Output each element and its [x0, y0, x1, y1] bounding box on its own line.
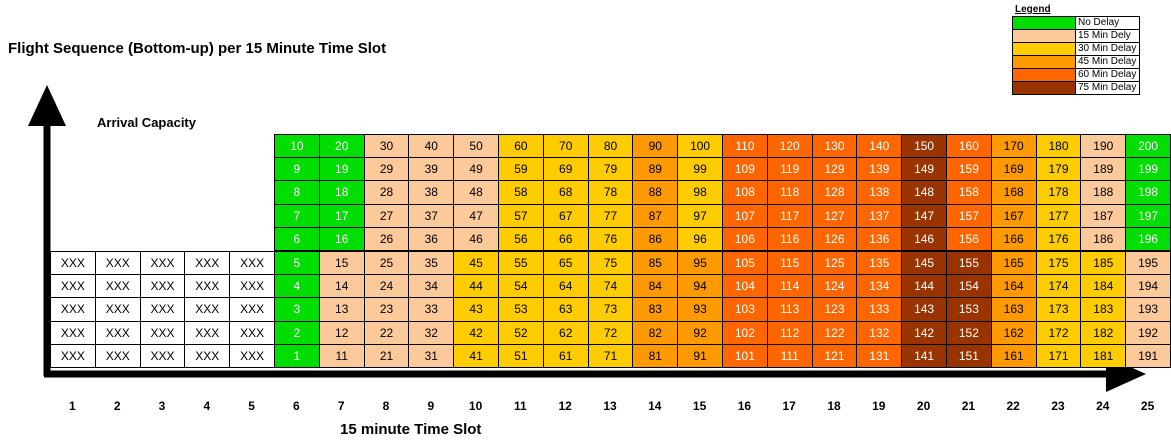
- flight-cell: 155: [946, 251, 992, 275]
- flight-cell: 161: [991, 344, 1037, 368]
- flight-cell: 10: [274, 134, 320, 158]
- blocked-cell: XXX: [140, 344, 186, 368]
- x-tick-label: 9: [427, 399, 435, 413]
- flight-cell: 6: [274, 227, 320, 251]
- flight-cell: 117: [767, 204, 813, 228]
- blocked-cell: XXX: [184, 297, 230, 321]
- flight-cell: 138: [856, 180, 902, 204]
- flight-cell: 171: [1036, 344, 1082, 368]
- blocked-cell: XXX: [140, 321, 186, 345]
- flight-cell: 39: [408, 157, 454, 181]
- flight-cell: 32: [408, 321, 454, 345]
- flight-cell: 54: [498, 274, 544, 298]
- flight-cell: 56: [498, 227, 544, 251]
- flight-cell: 165: [991, 251, 1037, 275]
- flight-cell: 183: [1080, 297, 1126, 321]
- flight-cell: 164: [991, 274, 1037, 298]
- flight-cell: 5: [274, 251, 320, 275]
- flight-cell: 46: [453, 227, 499, 251]
- flight-cell: 24: [364, 274, 410, 298]
- flight-cell: 9: [274, 157, 320, 181]
- x-tick-label: 17: [782, 399, 796, 413]
- flight-cell: 119: [767, 157, 813, 181]
- flight-cell: 160: [946, 134, 992, 158]
- flight-cell: 62: [543, 321, 589, 345]
- flight-cell: 45: [453, 251, 499, 275]
- flight-cell: 194: [1125, 274, 1171, 298]
- flight-cell: 126: [812, 227, 858, 251]
- flight-cell: 110: [722, 134, 768, 158]
- flight-cell: 115: [767, 251, 813, 275]
- blocked-cell: XXX: [140, 297, 186, 321]
- flight-cell: 128: [812, 180, 858, 204]
- flight-cell: 89: [632, 157, 678, 181]
- flight-cell: 18: [319, 180, 365, 204]
- flight-cell: 26: [364, 227, 410, 251]
- flight-cell: 151: [946, 344, 992, 368]
- blocked-cell: XXX: [95, 297, 141, 321]
- flight-cell: 147: [901, 204, 947, 228]
- flight-cell: 16: [319, 227, 365, 251]
- flight-cell: 50: [453, 134, 499, 158]
- y-axis-label: Arrival Capacity: [97, 115, 196, 130]
- flight-cell: 156: [946, 227, 992, 251]
- legend-label: 60 Min Delay: [1078, 69, 1137, 80]
- x-tick-label: 2: [113, 399, 121, 413]
- flight-cell: 30: [364, 134, 410, 158]
- flight-cell: 140: [856, 134, 902, 158]
- flight-cell: 185: [1080, 251, 1126, 275]
- flight-cell: 20: [319, 134, 365, 158]
- flight-cell: 122: [812, 321, 858, 345]
- x-tick-label: 14: [648, 399, 662, 413]
- blocked-cell: XXX: [184, 274, 230, 298]
- flight-cell: 162: [991, 321, 1037, 345]
- flight-cell: 69: [543, 157, 589, 181]
- flight-cell: 187: [1080, 204, 1126, 228]
- flight-cell: 180: [1036, 134, 1082, 158]
- flight-cell: 73: [588, 297, 634, 321]
- flight-cell: 150: [901, 134, 947, 158]
- flight-cell: 142: [901, 321, 947, 345]
- flight-cell: 190: [1080, 134, 1126, 158]
- x-tick-label: 10: [468, 399, 483, 413]
- flight-cell: 68: [543, 180, 589, 204]
- flight-cell: 134: [856, 274, 902, 298]
- flight-cell: 57: [498, 204, 544, 228]
- blocked-cell: XXX: [229, 297, 275, 321]
- flight-cell: 19: [319, 157, 365, 181]
- flight-cell: 14: [319, 274, 365, 298]
- blocked-cell: XXX: [95, 274, 141, 298]
- x-tick-label: 6: [293, 399, 300, 413]
- flight-cell: 86: [632, 227, 678, 251]
- flight-cell: 145: [901, 251, 947, 275]
- x-tick-label: 22: [1006, 399, 1020, 413]
- flight-cell: 196: [1125, 227, 1171, 251]
- blocked-cell: XXX: [50, 274, 96, 298]
- flight-cell: 82: [632, 321, 678, 345]
- flight-cell: 11: [319, 344, 365, 368]
- x-tick-label: 23: [1051, 399, 1065, 413]
- flight-cell: 92: [677, 321, 723, 345]
- flight-cell: 12: [319, 321, 365, 345]
- blocked-cell: XXX: [229, 321, 275, 345]
- flight-cell: 66: [543, 227, 589, 251]
- x-tick-label: 18: [827, 399, 841, 413]
- flight-cell: 80: [588, 134, 634, 158]
- flight-cell: 58: [498, 180, 544, 204]
- flight-cell: 141: [901, 344, 947, 368]
- flight-cell: 108: [722, 180, 768, 204]
- flight-cell: 21: [364, 344, 410, 368]
- x-tick-label: 19: [872, 399, 886, 413]
- flight-cell: 63: [543, 297, 589, 321]
- flight-cell: 42: [453, 321, 499, 345]
- flight-cell: 176: [1036, 227, 1082, 251]
- x-tick-label: 25: [1140, 399, 1155, 413]
- flight-cell: 143: [901, 297, 947, 321]
- flight-cell: 48: [453, 180, 499, 204]
- flight-cell: 136: [856, 227, 902, 251]
- x-tick-label: 7: [337, 399, 345, 413]
- flight-cell: 1: [274, 344, 320, 368]
- flight-cell: 3: [274, 297, 320, 321]
- flight-cell: 124: [812, 274, 858, 298]
- blocked-cell: XXX: [140, 274, 186, 298]
- flight-cell: 38: [408, 180, 454, 204]
- flight-cell: 90: [632, 134, 678, 158]
- flight-cell: 2: [274, 321, 320, 345]
- flight-cell: 166: [991, 227, 1037, 251]
- flight-cell: 74: [588, 274, 634, 298]
- blocked-cell: XXX: [95, 344, 141, 368]
- flight-cell: 44: [453, 274, 499, 298]
- flight-cell: 78: [588, 180, 634, 204]
- blocked-cell: XXX: [95, 251, 141, 275]
- flight-cell: 172: [1036, 321, 1082, 345]
- flight-cell: 129: [812, 157, 858, 181]
- flight-cell: 98: [677, 180, 723, 204]
- flight-cell: 118: [767, 180, 813, 204]
- flight-cell: 31: [408, 344, 454, 368]
- x-tick-label: 3: [158, 399, 166, 413]
- flight-cell: 102: [722, 321, 768, 345]
- flight-cell: 103: [722, 297, 768, 321]
- flight-cell: 120: [767, 134, 813, 158]
- flight-cell: 23: [364, 297, 410, 321]
- flight-cell: 40: [408, 134, 454, 158]
- blocked-cell: XXX: [50, 251, 96, 275]
- flight-cell: 114: [767, 274, 813, 298]
- flight-cell: 169: [991, 157, 1037, 181]
- legend-label: 30 Min Delay: [1078, 43, 1137, 54]
- flight-cell: 200: [1125, 134, 1171, 158]
- blocked-cell: XXX: [184, 344, 230, 368]
- flight-cell: 137: [856, 204, 902, 228]
- blocked-cell: XXX: [229, 344, 275, 368]
- flight-cell: 198: [1125, 180, 1171, 204]
- flight-cell: 123: [812, 297, 858, 321]
- x-tick-label: 12: [558, 399, 572, 413]
- flight-cell: 131: [856, 344, 902, 368]
- flight-cell: 158: [946, 180, 992, 204]
- legend-label: 15 Min Dely: [1078, 30, 1131, 41]
- x-tick-label: 8: [382, 399, 390, 413]
- flight-cell: 77: [588, 204, 634, 228]
- flight-cell: 34: [408, 274, 454, 298]
- flight-cell: 29: [364, 157, 410, 181]
- flight-cell: 37: [408, 204, 454, 228]
- flight-cell: 94: [677, 274, 723, 298]
- flight-cell: 70: [543, 134, 589, 158]
- flight-cell: 51: [498, 344, 544, 368]
- flight-cell: 22: [364, 321, 410, 345]
- flight-cell: 178: [1036, 180, 1082, 204]
- flight-cell: 101: [722, 344, 768, 368]
- flight-cell: 192: [1125, 321, 1171, 345]
- flight-cell: 193: [1125, 297, 1171, 321]
- flight-cell: 182: [1080, 321, 1126, 345]
- blocked-cell: XXX: [184, 321, 230, 345]
- flight-cell: 91: [677, 344, 723, 368]
- legend-label: 45 Min Delay: [1078, 56, 1137, 67]
- blocked-cell: XXX: [140, 251, 186, 275]
- flight-cell: 75: [588, 251, 634, 275]
- x-tick-label: 13: [603, 399, 617, 413]
- blocked-cell: XXX: [184, 251, 230, 275]
- flight-cell: 65: [543, 251, 589, 275]
- flight-cell: 100: [677, 134, 723, 158]
- flight-cell: 83: [632, 297, 678, 321]
- flight-cell: 181: [1080, 344, 1126, 368]
- flight-cell: 144: [901, 274, 947, 298]
- flight-cell: 153: [946, 297, 992, 321]
- flight-cell: 116: [767, 227, 813, 251]
- flight-cell: 154: [946, 274, 992, 298]
- blocked-cell: XXX: [50, 344, 96, 368]
- flight-cell: 174: [1036, 274, 1082, 298]
- flight-cell: 72: [588, 321, 634, 345]
- flight-cell: 52: [498, 321, 544, 345]
- legend-title: Legend: [1015, 4, 1051, 15]
- flight-cell: 59: [498, 157, 544, 181]
- flight-cell: 184: [1080, 274, 1126, 298]
- flight-cell: 35: [408, 251, 454, 275]
- blocked-cell: XXX: [50, 321, 96, 345]
- flight-cell: 157: [946, 204, 992, 228]
- flight-cell: 81: [632, 344, 678, 368]
- flight-cell: 163: [991, 297, 1037, 321]
- flight-cell: 84: [632, 274, 678, 298]
- flight-cell: 88: [632, 180, 678, 204]
- flight-cell: 27: [364, 204, 410, 228]
- x-tick-label: 21: [961, 399, 976, 413]
- x-axis-label: 15 minute Time Slot: [340, 421, 482, 438]
- flight-cell: 4: [274, 274, 320, 298]
- blocked-cell: XXX: [50, 297, 96, 321]
- flight-cell: 25: [364, 251, 410, 275]
- flight-cell: 109: [722, 157, 768, 181]
- flight-cell: 95: [677, 251, 723, 275]
- x-tick-label: 15: [692, 399, 707, 413]
- x-tick-label: 24: [1096, 399, 1110, 413]
- flight-cell: 47: [453, 204, 499, 228]
- flight-cell: 170: [991, 134, 1037, 158]
- x-tick-label: 11: [514, 399, 527, 413]
- flight-cell: 179: [1036, 157, 1082, 181]
- flight-cell: 113: [767, 297, 813, 321]
- x-tick-label: 1: [69, 399, 76, 413]
- flight-cell: 177: [1036, 204, 1082, 228]
- x-tick-label: 16: [737, 399, 752, 413]
- flight-cell: 135: [856, 251, 902, 275]
- flight-cell: 130: [812, 134, 858, 158]
- x-tick-label: 20: [916, 399, 931, 413]
- flight-cell: 17: [319, 204, 365, 228]
- blocked-cell: XXX: [95, 321, 141, 345]
- flight-cell: 28: [364, 180, 410, 204]
- x-tick-label: 5: [248, 399, 255, 413]
- flight-cell: 175: [1036, 251, 1082, 275]
- flight-cell: 53: [498, 297, 544, 321]
- legend-label: No Delay: [1078, 17, 1120, 28]
- chart-title: Flight Sequence (Bottom-up) per 15 Minute Time Slot: [8, 40, 387, 57]
- flight-cell: 106: [722, 227, 768, 251]
- flight-cell: 8: [274, 180, 320, 204]
- flight-cell: 173: [1036, 297, 1082, 321]
- legend-label: 75 Min Delay: [1078, 82, 1137, 93]
- flight-cell: 111: [767, 344, 813, 368]
- flight-cell: 168: [991, 180, 1037, 204]
- flight-cell: 195: [1125, 251, 1171, 275]
- flight-cell: 121: [812, 344, 858, 368]
- flight-cell: 107: [722, 204, 768, 228]
- flight-cell: 61: [543, 344, 589, 368]
- flight-cell: 67: [543, 204, 589, 228]
- flight-cell: 64: [543, 274, 589, 298]
- x-tick-label: 4: [203, 399, 211, 413]
- flight-cell: 99: [677, 157, 723, 181]
- flight-cell: 186: [1080, 227, 1126, 251]
- flight-cell: 191: [1125, 344, 1171, 368]
- flight-cell: 79: [588, 157, 634, 181]
- flight-cell: 167: [991, 204, 1037, 228]
- flight-cell: 97: [677, 204, 723, 228]
- flight-cell: 15: [319, 251, 365, 275]
- flight-cell: 104: [722, 274, 768, 298]
- blocked-cell: XXX: [229, 274, 275, 298]
- flight-cell: 132: [856, 321, 902, 345]
- flight-cell: 148: [901, 180, 947, 204]
- flight-cell: 199: [1125, 157, 1171, 181]
- flight-cell: 105: [722, 251, 768, 275]
- flight-cell: 13: [319, 297, 365, 321]
- flight-cell: 93: [677, 297, 723, 321]
- flight-cell: 146: [901, 227, 947, 251]
- flight-cell: 43: [453, 297, 499, 321]
- flight-cell: 197: [1125, 204, 1171, 228]
- flight-cell: 41: [453, 344, 499, 368]
- flight-cell: 188: [1080, 180, 1126, 204]
- flight-cell: 133: [856, 297, 902, 321]
- flight-cell: 112: [767, 321, 813, 345]
- flight-cell: 76: [588, 227, 634, 251]
- flight-cell: 85: [632, 251, 678, 275]
- flight-cell: 127: [812, 204, 858, 228]
- flight-cell: 7: [274, 204, 320, 228]
- flight-cell: 71: [588, 344, 634, 368]
- flight-cell: 125: [812, 251, 858, 275]
- flight-cell: 149: [901, 157, 947, 181]
- flight-cell: 33: [408, 297, 454, 321]
- flight-cell: 152: [946, 321, 992, 345]
- flight-cell: 60: [498, 134, 544, 158]
- flight-cell: 55: [498, 251, 544, 275]
- flight-cell: 189: [1080, 157, 1126, 181]
- flight-cell: 159: [946, 157, 992, 181]
- flight-cell: 36: [408, 227, 454, 251]
- flight-cell: 139: [856, 157, 902, 181]
- blocked-cell: XXX: [229, 251, 275, 275]
- flight-cell: 87: [632, 204, 678, 228]
- flight-cell: 49: [453, 157, 499, 181]
- flight-cell: 96: [677, 227, 723, 251]
